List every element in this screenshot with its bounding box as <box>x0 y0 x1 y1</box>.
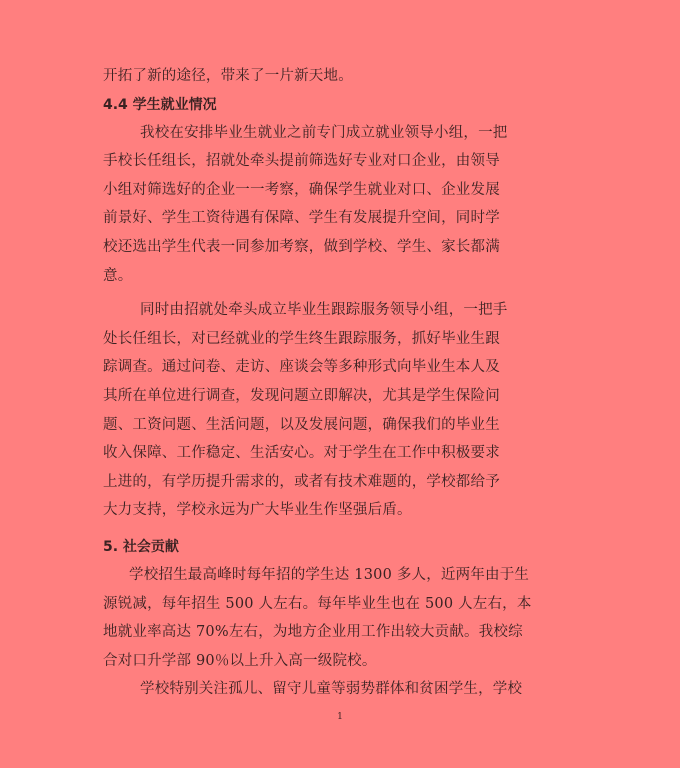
text-line: 学校招生最高峰时每年招的学生达 1300 多人，近两年由于生 <box>129 566 530 583</box>
text-line: 踪调查。通过问卷、走访、座谈会等多种形式向毕业生本人及 <box>103 359 500 376</box>
paragraph-contribution-2 <box>103 675 578 704</box>
text-line: 源锐减，每年招生 500 人左右。每年毕业生也在 500 人左右，本 <box>103 595 532 612</box>
intro-line: 开拓了新的途径，带来了一片新天地。 <box>103 68 353 84</box>
text-line: 收入保障、工作稳定、生活安心。对于学生在工作中积极要求 <box>103 445 500 462</box>
paragraph-contribution-1 <box>103 561 578 675</box>
text-line: 我校在安排毕业生就业之前专门成立就业领导小组，一把 <box>140 124 508 141</box>
text-line: 校还选出学生代表一同参加考察，做到学校、学生、家长都满 <box>103 238 500 255</box>
text-line: 前景好、学生工资待遇有保障、学生有发展提升空间，同时学 <box>103 210 500 227</box>
text-line: 题、工资问题、生活问题，以及发展问题，确保我们的毕业生 <box>103 416 500 433</box>
text-line: 学校特别关注孤儿、留守儿童等弱势群体和贫困学生，学校 <box>140 681 523 698</box>
text-line: 合对口升学部 90％以上升入高一级院校。 <box>103 652 377 669</box>
text-line: 上进的，有学历提升需求的，或者有技术难题的，学校都给予 <box>103 473 500 490</box>
section-heading-4-4: 4.4 学生就业情况 <box>103 96 217 113</box>
text-line: 小组对筛选好的企业一一考察，确保学生就业对口、企业发展 <box>103 181 500 198</box>
page-number: 1 <box>337 712 343 722</box>
paragraph-employment-2 <box>103 296 578 525</box>
paragraph-employment-1 <box>103 119 578 291</box>
document-page <box>103 62 578 704</box>
text-line: 同时由招就处牵头成立毕业生跟踪服务领导小组，一把手 <box>140 302 508 319</box>
text-line: 手校长任组长，招就处牵头提前筛选好专业对口企业，由领导 <box>103 153 500 170</box>
text-line: 地就业率高达 70%左右，为地方企业用工作出较大贡献。我校综 <box>103 624 523 641</box>
text-line: 意。 <box>103 267 133 284</box>
text-line: 处长任组长，对已经就业的学生终生跟踪服务，抓好毕业生跟 <box>103 330 500 347</box>
section-heading-5: 5. 社会贡献 <box>103 538 179 555</box>
text-line: 其所在单位进行调查，发现问题立即解决，尤其是学生保险问 <box>103 387 500 404</box>
text-line: 大力支持，学校永远为广大毕业生作坚强后盾。 <box>103 502 412 519</box>
